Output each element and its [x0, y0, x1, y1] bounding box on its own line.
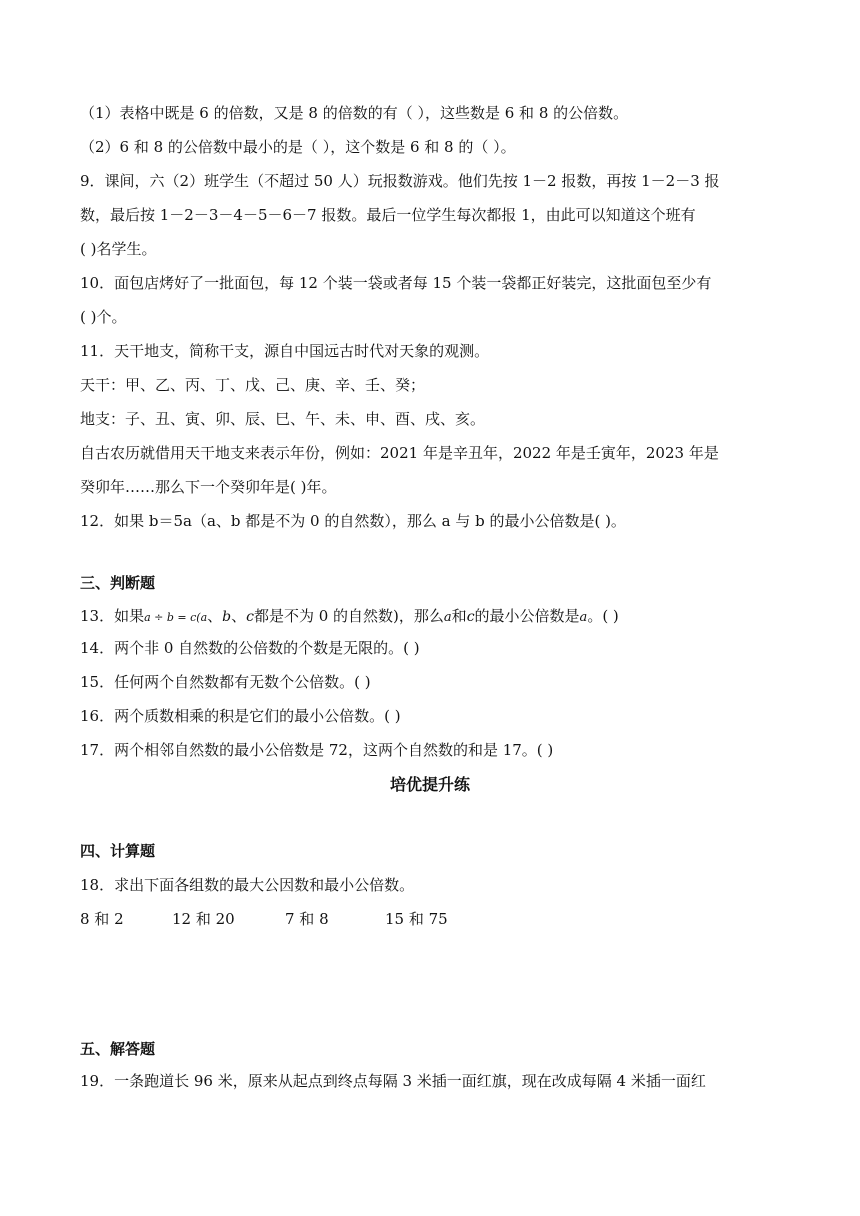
- question-11-line-5: 癸卯年……那么下一个癸卯年是( )年。: [80, 478, 337, 496]
- q13-sep-1: 、: [207, 607, 223, 625]
- question-9-line-2: 数，最后按 1－2－3－4－5－6－7 报数。最后一位学生每次都报 1，由此可以知道这个班有: [80, 206, 696, 224]
- q13-var-c-2: c: [466, 609, 475, 625]
- question-11-line-1: 11．天干地支，简称干支，源自中国远古时代对天象的观测。: [80, 342, 490, 360]
- question-19: 19．一条跑道长 96 米，原来从起点到终点每隔 3 米插一面红旗，现在改成每隔 4 米插一面红: [80, 1072, 706, 1090]
- question-16: 16．两个质数相乘的积是它们的最小公倍数。( ): [80, 707, 401, 725]
- question-14: 14．两个非 0 自然数的公倍数的个数是无限的。( ): [80, 639, 420, 657]
- q13-end: 。( ): [587, 607, 619, 625]
- q13-var-b: b: [222, 609, 232, 625]
- subtitle: 培优提升练: [389, 775, 470, 794]
- calc-pair-1: 8 和 2: [80, 910, 124, 928]
- question-10-line-2: ( )个。: [80, 308, 127, 326]
- question-10-line-1: 10．面包店烤好了一批面包，每 12 个装一袋或者每 15 个装一袋都正好装完，这批面包至少有: [80, 274, 712, 292]
- q13-sep-2: 、: [231, 607, 247, 625]
- question-9-line-1: 9．课间，六（2）班学生（不超过 50 人）玩报数游戏。他们先按 1－2 报数，再按 1－2－3 报: [80, 172, 720, 190]
- question-15: 15．任何两个自然数都有无数个公倍数。( ): [80, 673, 371, 691]
- question-8-part-1: （1）表格中既是 6 的倍数，又是 8 的倍数的有（ ），这些数是 6 和 8 的公倍数。: [80, 104, 629, 122]
- q13-var-a-2: a: [579, 610, 588, 625]
- q13-var-a: a: [443, 610, 452, 625]
- question-17: 17．两个相邻自然数的最小公倍数是 72，这两个自然数的和是 17。( ): [80, 741, 554, 759]
- section-heading-answer: 五、解答题: [80, 1040, 156, 1058]
- q13-and: 和: [451, 607, 467, 625]
- question-11-earthly-branches: 地支：子、丑、寅、卯、辰、巳、午、未、申、酉、戌、亥。: [80, 410, 486, 428]
- question-11-line-4: 自古农历就借用天干地支来表示年份，例如：2021 年是辛丑年，2022 年是壬寅年，2023 年是: [80, 444, 719, 462]
- question-11-heavenly-stems: 天干：甲、乙、丙、丁、戊、己、庚、辛、壬、癸；: [80, 376, 426, 394]
- q13-var-c: c: [246, 609, 254, 625]
- question-18: 18．求出下面各组数的最大公因数和最小公倍数。: [80, 876, 415, 894]
- question-9-line-3: ( )名学生。: [80, 240, 157, 258]
- question-8-part-2: （2）6 和 8 的公倍数中最小的是（ ），这个数是 6 和 8 的（ ）。: [80, 138, 516, 156]
- section-heading-calc: 四、计算题: [80, 842, 156, 860]
- q13-prefix: 13．如果: [80, 607, 145, 625]
- calc-pair-4: 15 和 75: [385, 910, 448, 928]
- q13-text-1: 都是不为 0 的自然数)，那么: [253, 607, 444, 625]
- section-heading-judge: 三、判断题: [80, 574, 156, 592]
- question-13: [80, 605, 786, 629]
- calc-pair-2: 12 和 20: [172, 910, 235, 928]
- q13-text-2: 的最小公倍数是: [474, 607, 580, 625]
- q13-formula: a ÷ b = c(a: [144, 611, 208, 624]
- calc-pair-3: 7 和 8: [285, 910, 329, 928]
- question-12: 12．如果 b＝5a（a、b 都是不为 0 的自然数），那么 a 与 b 的最小公倍数是( )。: [80, 512, 626, 530]
